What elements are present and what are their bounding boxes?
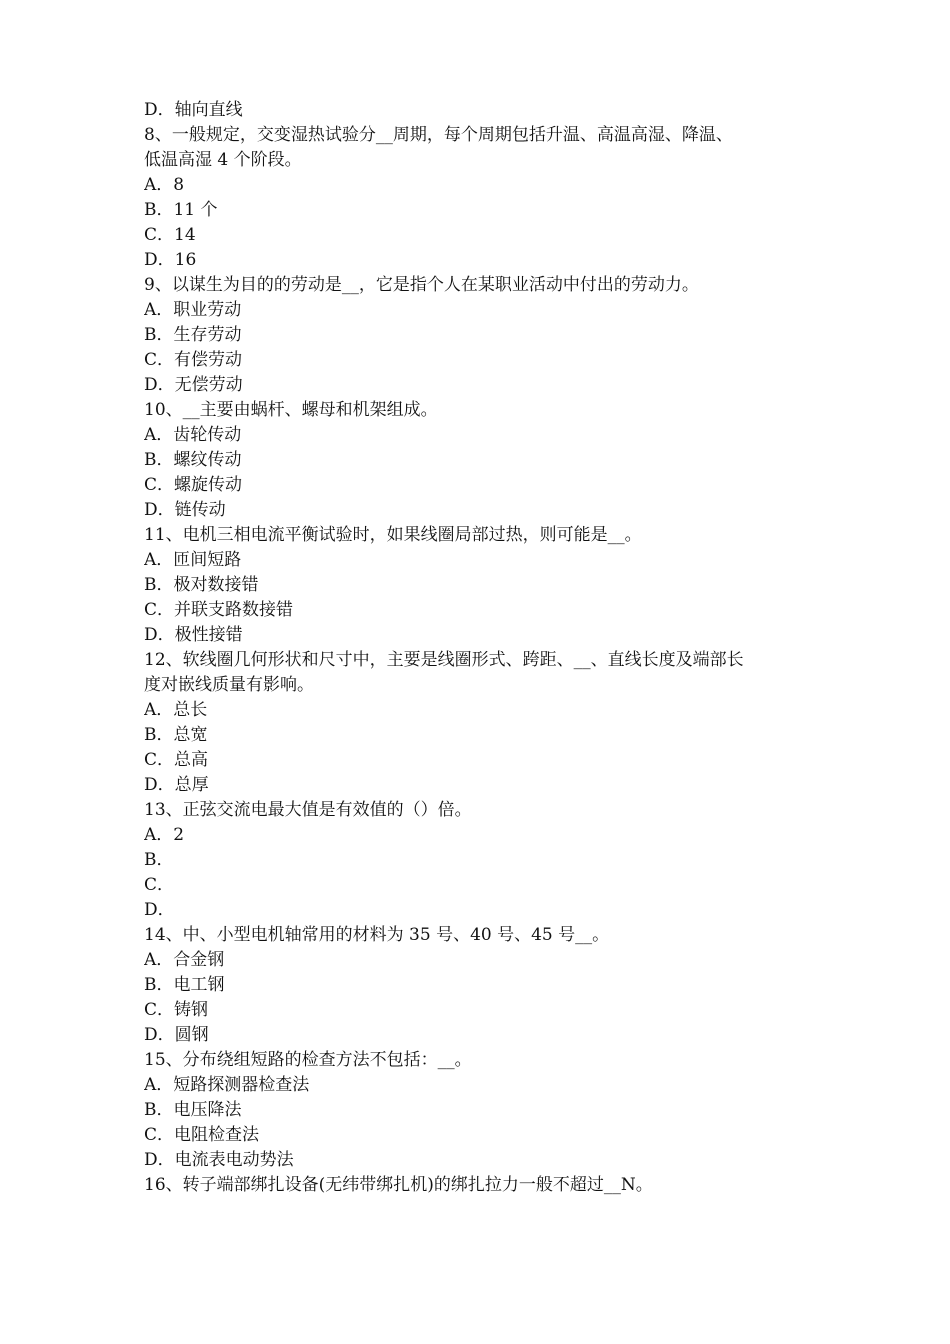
option-line: C． [144,875,175,895]
question-10-text: 10、__主要由蜗杆、螺母和机架组成。 [144,400,438,420]
option-line: D．圆钢 [144,1025,209,1045]
option-line: D．无偿劳动 [144,375,243,395]
option-line: B．生存劳动 [144,325,242,345]
question-text-block [144,98,814,1198]
option-line: A．职业劳动 [144,300,242,320]
option-line: C．螺旋传动 [144,475,243,495]
option-line: C．有偿劳动 [144,350,243,370]
option-line: B．螺纹传动 [144,450,242,470]
text-line: D．轴向直线 [144,100,243,120]
option-line: A．总长 [144,700,208,720]
question-9-text: 9、以谋生为目的的劳动是__，它是指个人在某职业活动中付出的劳动力。 [144,275,699,295]
option-line: D．16 [144,250,197,270]
option-line: D．极性接错 [144,625,243,645]
question-12-text: 12、软线圈几何形状和尺寸中，主要是线圈形式、跨距、__、直线长度及端部长 [144,650,744,670]
option-line: A．8 [144,175,185,195]
question-12-text-cont: 度对嵌线质量有影响。 [144,675,314,695]
option-line: A．匝间短路 [144,550,242,570]
option-line: C．总高 [144,750,209,770]
option-line: A．合金钢 [144,950,225,970]
option-line: C．铸钢 [144,1000,209,1020]
question-13-text: 13、正弦交流电最大值是有效值的（）倍。 [144,800,472,820]
question-11-text: 11、电机三相电流平衡试验时，如果线圈局部过热，则可能是__。 [144,525,642,545]
option-line: A．短路探测器检查法 [144,1075,310,1095]
option-line: D． [144,900,175,920]
option-line: B．电工钢 [144,975,225,995]
question-16-text: 16、转子端部绑扎设备(无纬带绑扎机)的绑扎拉力一般不超过__N。 [144,1175,653,1195]
option-line: C．14 [144,225,196,245]
option-line: B．极对数接错 [144,575,259,595]
option-line: B．总宽 [144,725,208,745]
option-line: B．电压降法 [144,1100,242,1120]
option-line: D．电流表电动势法 [144,1150,294,1170]
question-15-text: 15、分布绕组短路的检查方法不包括：__。 [144,1050,472,1070]
option-line: B．11 个 [144,200,218,220]
option-line: A．齿轮传动 [144,425,242,445]
option-line: D．总厚 [144,775,209,795]
option-line: B． [144,850,174,870]
question-14-text: 14、中、小型电机轴常用的材料为 35 号、40 号、45 号__。 [144,925,610,945]
option-line: D．链传动 [144,500,226,520]
option-line: A．2 [144,825,185,845]
question-8-text-cont: 低温高湿 4 个阶段。 [144,150,302,170]
option-line: C．并联支路数接错 [144,600,294,620]
option-line: C．电阻检查法 [144,1125,260,1145]
question-8-text: 8、一般规定，交变湿热试验分__周期，每个周期包括升温、高温高湿、降温、 [144,125,733,145]
